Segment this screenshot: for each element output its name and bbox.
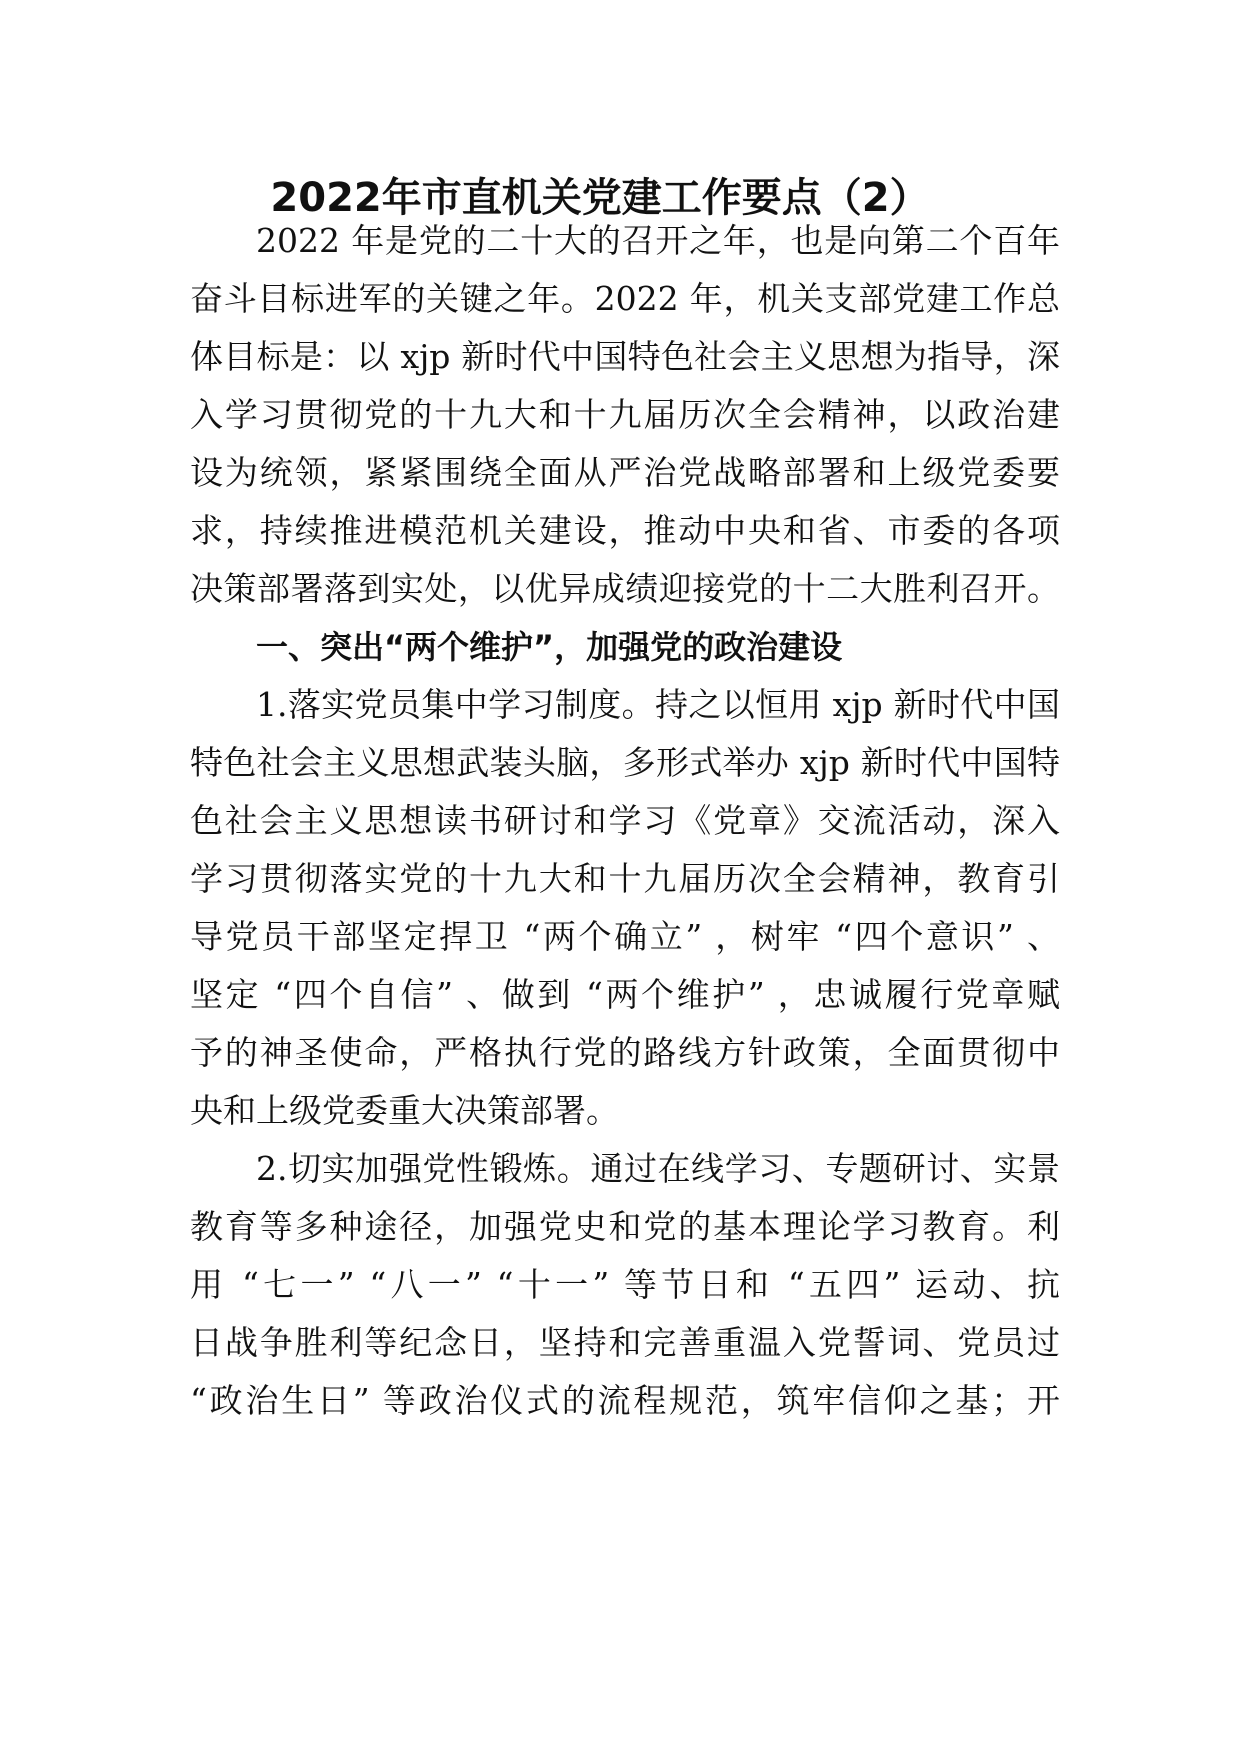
item-2-line-1: 2.切实加强党性锻炼。通过在线学习、专题研讨、实景 <box>256 1149 1060 1188</box>
section-1-heading: 一、突出“两个维护”，加强党的政治建设 <box>256 628 843 666</box>
intro-line-7: 决策部署落到实处，以优异成绩迎接党的十二大胜利召开。 <box>190 569 1060 608</box>
item-1-line-6: 坚定 “四个自信” 、做到 “两个维护” ，忠诚履行党章赋 <box>190 975 1060 1014</box>
intro-line-6: 求，持续推进模范机关建设，推动中央和省、市委的各项 <box>190 511 1060 550</box>
item-1-line-3: 色社会主义思想读书研讨和学习《党章》交流活动，深入 <box>190 801 1060 840</box>
item-1-line-8: 央和上级党委重大决策部署。 <box>190 1091 619 1130</box>
intro-line-4: 入学习贯彻党的十九大和十九届历次全会精神，以政治建 <box>190 395 1060 434</box>
intro-line-3: 体目标是：以 xjp 新时代中国特色社会主义思想为指导，深 <box>190 337 1060 376</box>
item-2-line-3: 用 “七一” “八一” “十一” 等节日和 “五四” 运动、抗 <box>190 1265 1060 1304</box>
item-1-line-1: 1.落实党员集中学习制度。持之以恒用 xjp 新时代中国 <box>256 685 1060 724</box>
item-2-line-2: 教育等多种途径，加强党史和党的基本理论学习教育。利 <box>190 1207 1060 1246</box>
item-1-line-4: 学习贯彻落实党的十九大和十九届历次全会精神，教育引 <box>190 859 1060 898</box>
document-title: 2022年市直机关党建工作要点（2） <box>270 175 930 221</box>
item-2-line-5: “政治生日” 等政治仪式的流程规范，筑牢信仰之基；开 <box>190 1381 1060 1420</box>
intro-line-2: 奋斗目标进军的关键之年。2022 年，机关支部党建工作总 <box>190 279 1060 318</box>
item-1-line-7: 予的神圣使命，严格执行党的路线方针政策，全面贯彻中 <box>190 1033 1060 1072</box>
intro-line-1: 2022 年是党的二十大的召开之年，也是向第二个百年 <box>256 221 1060 260</box>
item-2-line-4: 日战争胜利等纪念日，坚持和完善重温入党誓词、党员过 <box>190 1323 1060 1362</box>
item-1-line-2: 特色社会主义思想武装头脑，多形式举办 xjp 新时代中国特 <box>190 743 1060 782</box>
intro-line-5: 设为统领，紧紧围绕全面从严治党战略部署和上级党委要 <box>190 453 1060 492</box>
item-1-line-5: 导党员干部坚定捍卫 “两个确立” ，树牢 “四个意识” 、 <box>190 917 1060 956</box>
